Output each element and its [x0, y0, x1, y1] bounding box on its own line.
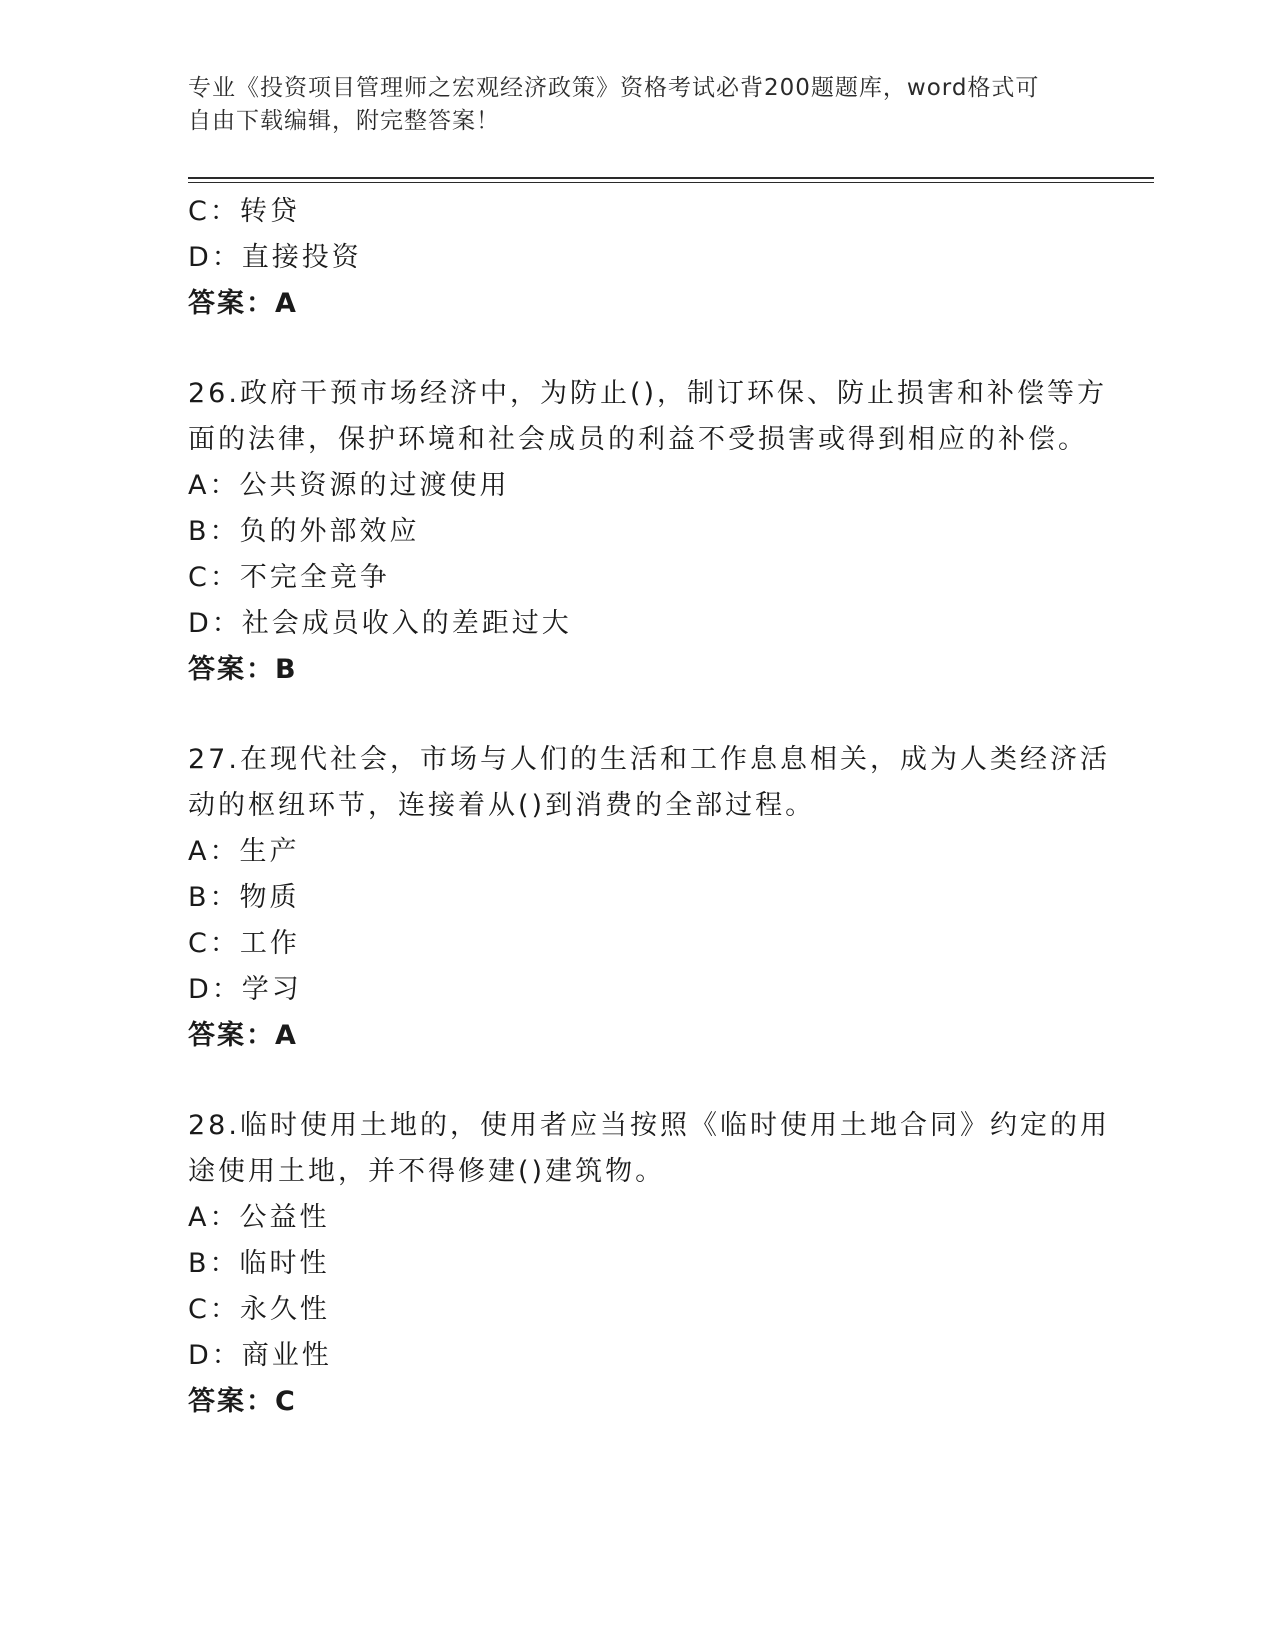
question-27 [188, 737, 1110, 1059]
question-26 [188, 371, 1108, 693]
question-stem-line-1: 26.政府干预市场经济中，为防止()，制订环保、防止损害和补偿等方 [188, 378, 1108, 409]
option-d: D：商业性 [188, 1340, 332, 1371]
answer-line: 答案：C [188, 1386, 297, 1417]
option-a: A：公益性 [188, 1202, 330, 1233]
question-stem-line-1: 28.临时使用土地的，使用者应当按照《临时使用土地合同》约定的用 [188, 1110, 1110, 1141]
answer-line: 答案：A [188, 1020, 298, 1051]
option-d: D：学习 [188, 974, 302, 1005]
option-a: A：生产 [188, 836, 300, 867]
option-b: B：负的外部效应 [188, 516, 420, 547]
question-stem-line-2: 面的法律，保护环境和社会成员的利益不受损害或得到相应的补偿。 [188, 424, 1088, 455]
option-b: B：物质 [188, 882, 300, 913]
header-title-line-1: 专业《投资项目管理师之宏观经济政策》资格考试必背200题题库，word格式可 [188, 75, 1040, 101]
option-c: C：不完全竞争 [188, 562, 390, 593]
header-title-line-2: 自由下载编辑，附完整答案！ [188, 108, 500, 134]
question-28 [188, 1103, 1110, 1425]
spacer [188, 327, 1088, 371]
question-stem-line-2: 动的枢纽环节，连接着从()到消费的全部过程。 [188, 790, 816, 821]
option-c: C：工作 [188, 928, 300, 959]
option-c: C：永久性 [188, 1294, 330, 1325]
option-a: A：公共资源的过渡使用 [188, 470, 510, 501]
page-header [188, 72, 1068, 138]
option-d: D：社会成员收入的差距过大 [188, 608, 572, 639]
option-c: C：转贷 [188, 196, 300, 227]
answer-line: 答案：B [188, 654, 298, 685]
header-divider [188, 177, 1154, 183]
spacer [188, 693, 1088, 737]
question-list [188, 189, 1110, 1425]
question-stem-line-1: 27.在现代社会，市场与人们的生活和工作息息相关，成为人类经济活 [188, 744, 1110, 775]
question-25-continuation [188, 189, 1088, 327]
answer-line: 答案：A [188, 288, 298, 319]
question-stem-line-2: 途使用土地，并不得修建()建筑物。 [188, 1156, 666, 1187]
option-b: B：临时性 [188, 1248, 330, 1279]
spacer [188, 1059, 1088, 1103]
option-d: D：直接投资 [188, 242, 362, 273]
